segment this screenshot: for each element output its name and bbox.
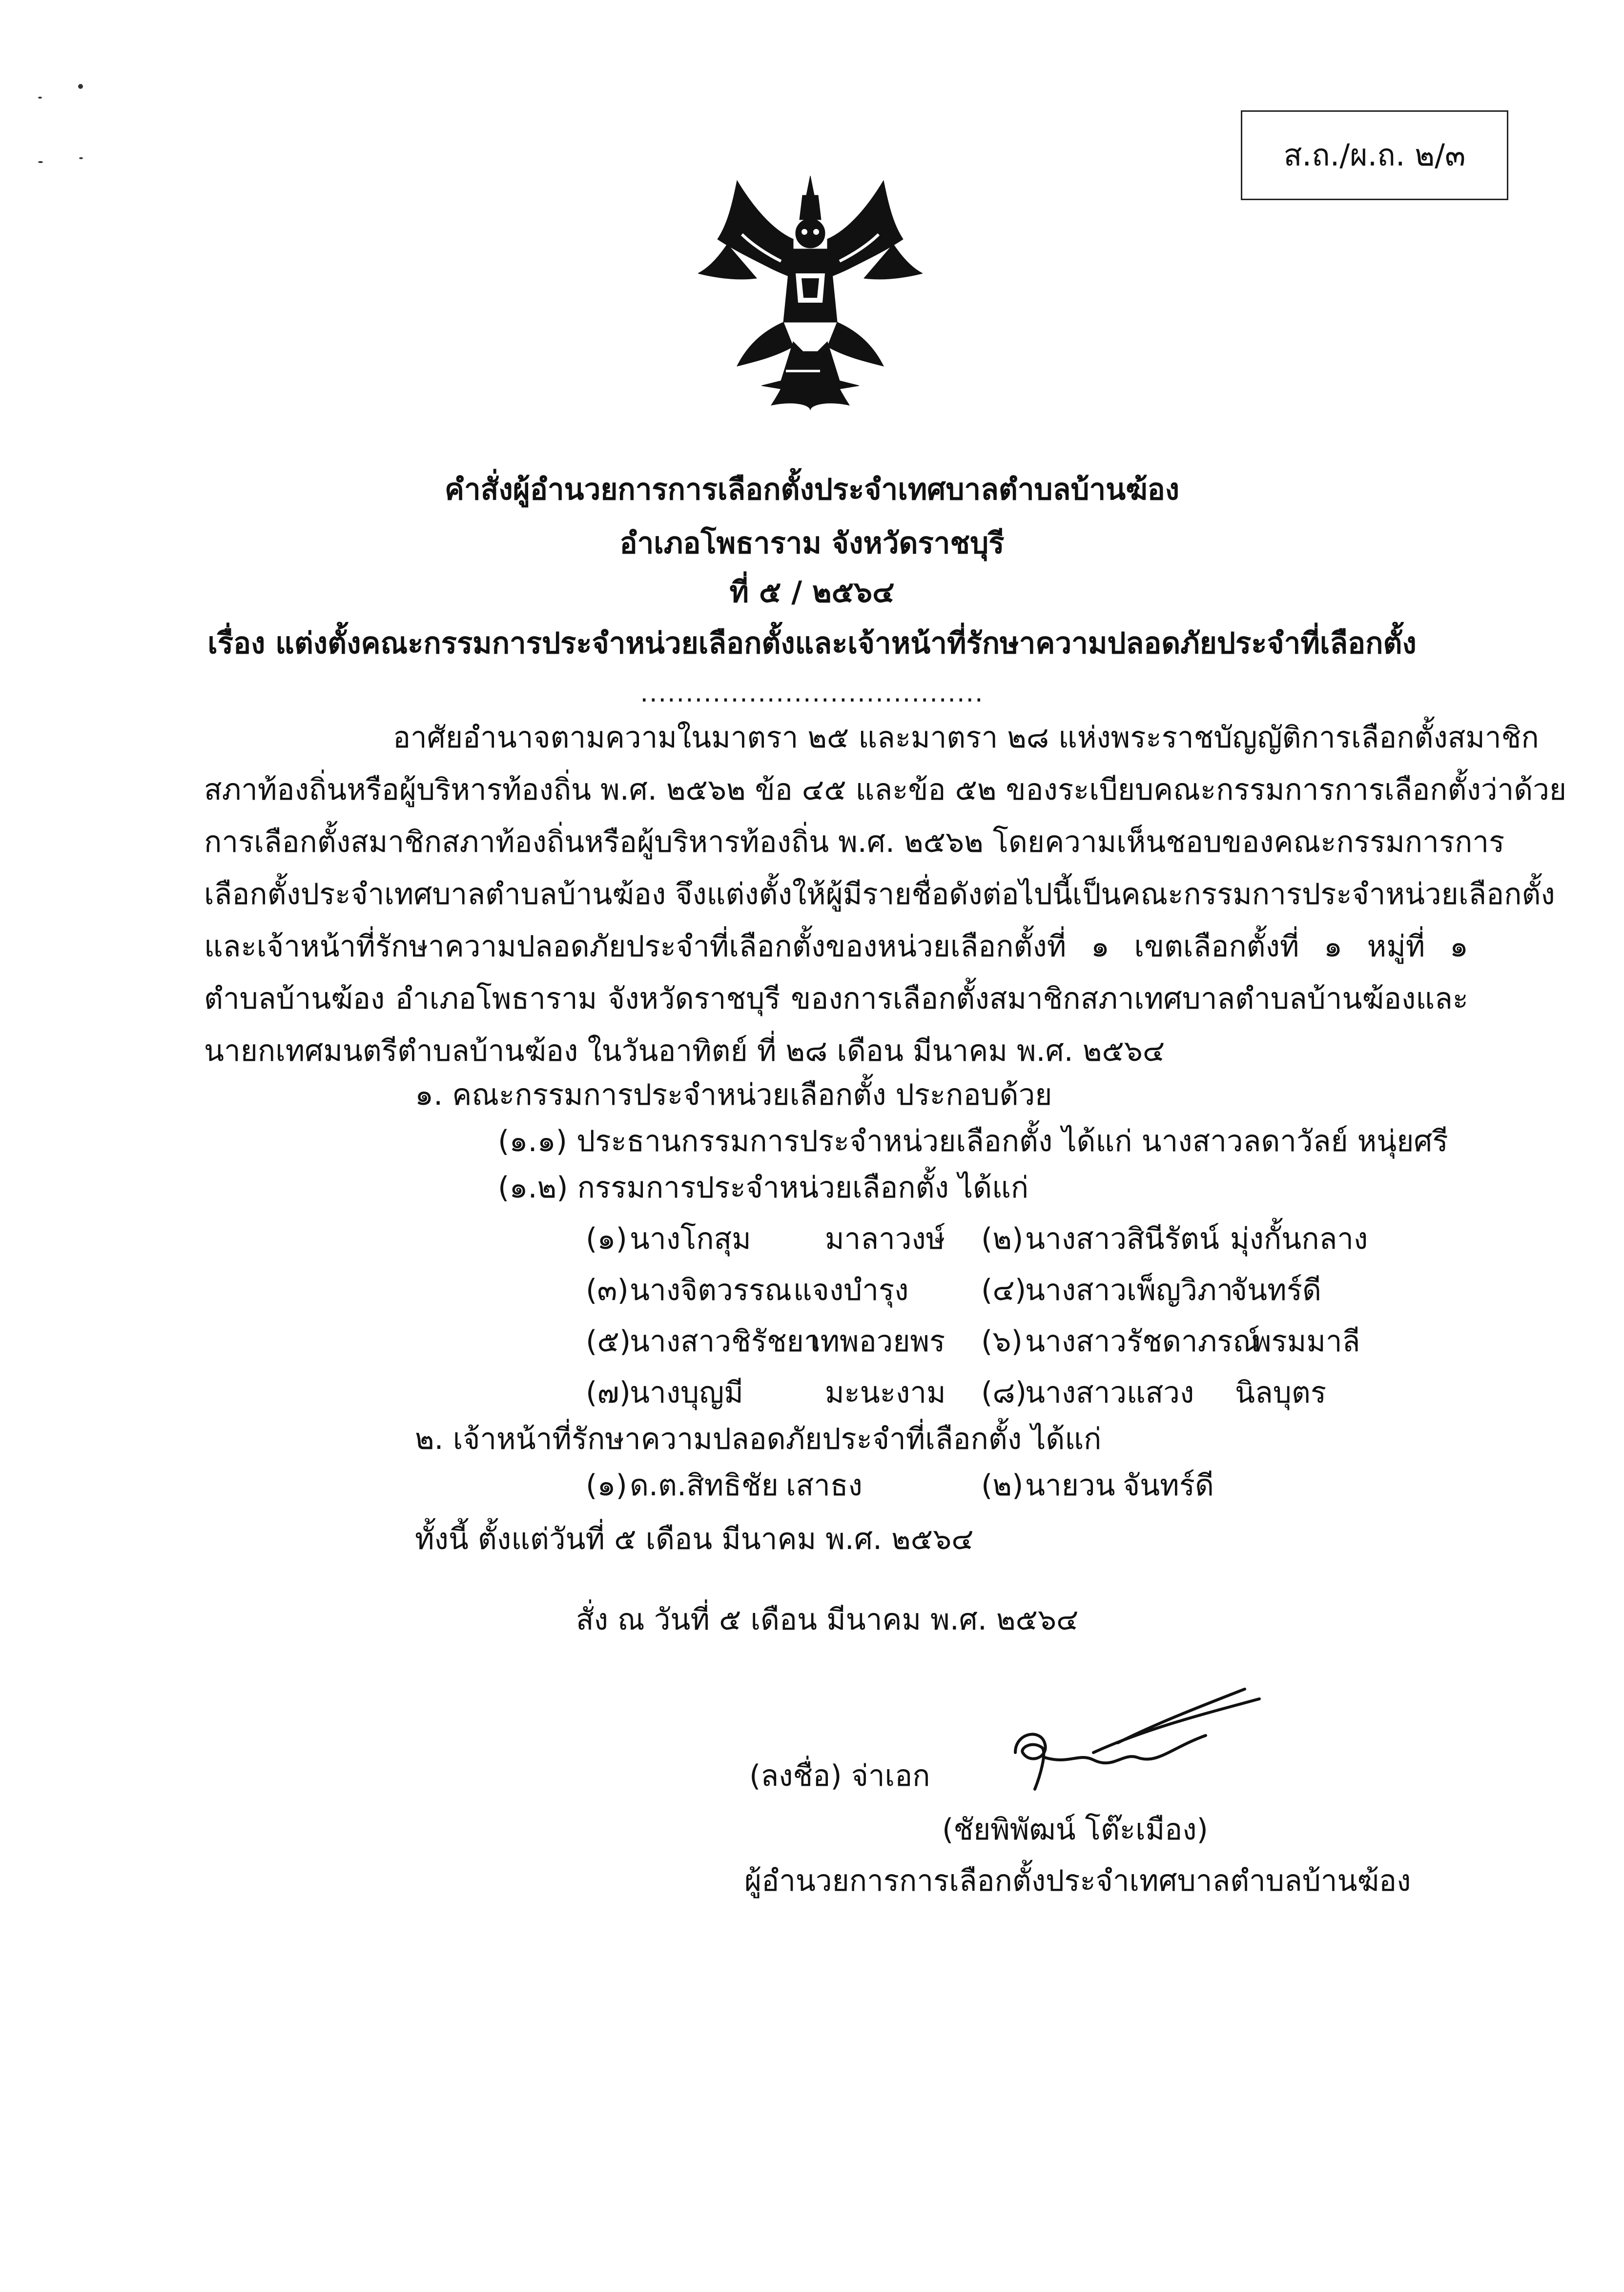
member-first-name: นางสาวสินีรัตน์: [1025, 1222, 1219, 1256]
officer-number: (๒): [981, 1468, 1024, 1503]
scan-mark: [38, 97, 42, 99]
member-first-name: นางจิตวรรณ: [630, 1273, 792, 1307]
member-first-name: นางสาวแสวง: [1025, 1376, 1194, 1410]
member-number: (๒): [981, 1222, 1024, 1256]
paragraph-line: นายกเทศมนตรีตำบลบ้านฆ้อง ในวันอาทิตย์ ที่ ๒๘ เดือน มีนาคม พ.ศ. ๒๕๖๔: [204, 1034, 1165, 1068]
signed-label: (ลงชื่อ) จ่าเอก: [749, 1759, 930, 1793]
order-subject: เรื่อง แต่งตั้งคณะกรรมการประจำหน่วยเลือกตั้งและเจ้าหน้าที่รักษาความปลอดภัยประจำที่เลือกตั้ง: [207, 626, 1417, 661]
paragraph-line: สภาท้องถิ่นหรือผู้บริหารท้องถิ่น พ.ศ. ๒๕๖๒ ข้อ ๔๕ และข้อ ๕๒ ของระเบียบคณะกรรมการการเลือกตั้งว่าด้วย: [204, 773, 1567, 807]
paragraph-line: การเลือกตั้งสมาชิกสภาท้องถิ่นหรือผู้บริหารท้องถิ่น พ.ศ. ๒๕๖๒ โดยความเห็นชอบของคณะกรรมการการ: [204, 825, 1505, 859]
effective-date: ทั้งนี้ ตั้งแต่วันที่ ๕ เดือน มีนาคม พ.ศ. ๒๕๖๔: [415, 1522, 974, 1556]
member-first-name: นางสาวชิรัชยา: [630, 1324, 821, 1359]
order-number: ที่ ๕ / ๒๕๖๔: [729, 575, 895, 609]
garuda-emblem: [698, 176, 923, 410]
paragraph-line: เลือกตั้งประจำเทศบาลตำบลบ้านฆ้อง จึงแต่งตั้งให้ผู้มีรายชื่อดังต่อไปนี้เป็นคณะกรรมการประจำหน่วยเลือกตั้ง: [204, 877, 1555, 911]
member-number: (๑): [586, 1222, 627, 1256]
section1-heading: ๑. คณะกรรมการประจำหน่วยเลือกตั้ง ประกอบด้วย: [415, 1078, 1052, 1112]
document-code: ส.ถ./ผ.ถ. ๒/๓: [1283, 137, 1466, 173]
member-last-name: นิลบุตร: [1235, 1376, 1327, 1410]
order-title: คำสั่งผู้อำนวยการการเลือกตั้งประจำเทศบาลตำบลบ้านฆ้อง: [444, 473, 1180, 507]
scan-mark: [79, 157, 83, 159]
member-number: (๗): [586, 1376, 631, 1410]
document-code-box: [1241, 110, 1508, 200]
officer-last-name: จันทร์ดี: [1123, 1468, 1214, 1503]
scan-mark: [38, 161, 43, 163]
member-first-name: นางสาวเพ็ญวิภา: [1025, 1273, 1233, 1307]
member-last-name: มะนะงาม: [825, 1376, 946, 1410]
paragraph-line: และเจ้าหน้าที่รักษาความปลอดภัยประจำที่เลือกตั้งของหน่วยเลือกตั้งที่ ๑ เขตเลือกตั้งที่ ๑ หมู่ที่ ๑: [204, 929, 1468, 964]
signer-name: (ชัยพิพัฒน์ โต๊ะเมือง): [942, 1813, 1208, 1847]
member-first-name: นางโกสุม: [630, 1222, 751, 1256]
separator-dots: ......................................: [640, 679, 984, 708]
signer-position: ผู้อำนวยการการเลือกตั้งประจำเทศบาลตำบลบ้านฆ้อง: [744, 1864, 1411, 1898]
officer-number: (๑): [586, 1468, 627, 1503]
member-first-name: นางสาวรัชดาภรณ์: [1025, 1324, 1260, 1359]
district-province: อำเภอโพธาราม จังหวัดราชบุรี: [619, 526, 1005, 560]
member-number: (๖): [981, 1324, 1023, 1359]
member-number: (๓): [586, 1273, 629, 1307]
member-last-name: จันทร์ดี: [1230, 1273, 1321, 1307]
order-date: สั่ง ณ วันที่ ๕ เดือน มีนาคม พ.ศ. ๒๕๖๔: [576, 1603, 1079, 1637]
member-last-name: มุ่งกั้นกลาง: [1230, 1222, 1368, 1256]
officer-first-name: ด.ต.สิทธิชัย: [630, 1468, 779, 1503]
member-last-name: แจงบำรุง: [793, 1273, 909, 1307]
committee-chair: (๑.๑) ประธานกรรมการประจำหน่วยเลือกตั้ง ได้แก่ นางสาวลดาวัลย์ หนุ่ยศรี: [498, 1124, 1448, 1158]
committee-members-heading: (๑.๒) กรรมการประจำหน่วยเลือกตั้ง ได้แก่: [498, 1171, 1029, 1205]
officer-first-name: นายวน: [1025, 1468, 1115, 1503]
scan-mark: [78, 84, 83, 89]
paragraph-line: ตำบลบ้านฆ้อง อำเภอโพธาราม จังหวัดราชบุรี ของการเลือกตั้งสมาชิกสภาเทศบาลตำบลบ้านฆ้องและ: [204, 982, 1468, 1016]
member-first-name: นางบุญมี: [630, 1376, 743, 1410]
handwritten-signature: [996, 1679, 1289, 1796]
member-number: (๔): [981, 1273, 1027, 1307]
member-number: (๕): [586, 1324, 631, 1359]
paragraph-line: อาศัยอำนาจตามความในมาตรา ๒๕ และมาตรา ๒๘ แห่งพระราชบัญญัติการเลือกตั้งสมาชิก: [393, 721, 1539, 755]
member-last-name: พรมมาลี: [1252, 1324, 1360, 1359]
member-number: (๘): [981, 1376, 1027, 1410]
officer-last-name: เสาธง: [786, 1468, 863, 1503]
member-last-name: มาลาวงษ์: [825, 1222, 946, 1256]
member-last-name: เทพอวยพร: [810, 1324, 946, 1359]
section2-heading: ๒. เจ้าหน้าที่รักษาความปลอดภัยประจำที่เลือกตั้ง ได้แก่: [415, 1422, 1102, 1456]
